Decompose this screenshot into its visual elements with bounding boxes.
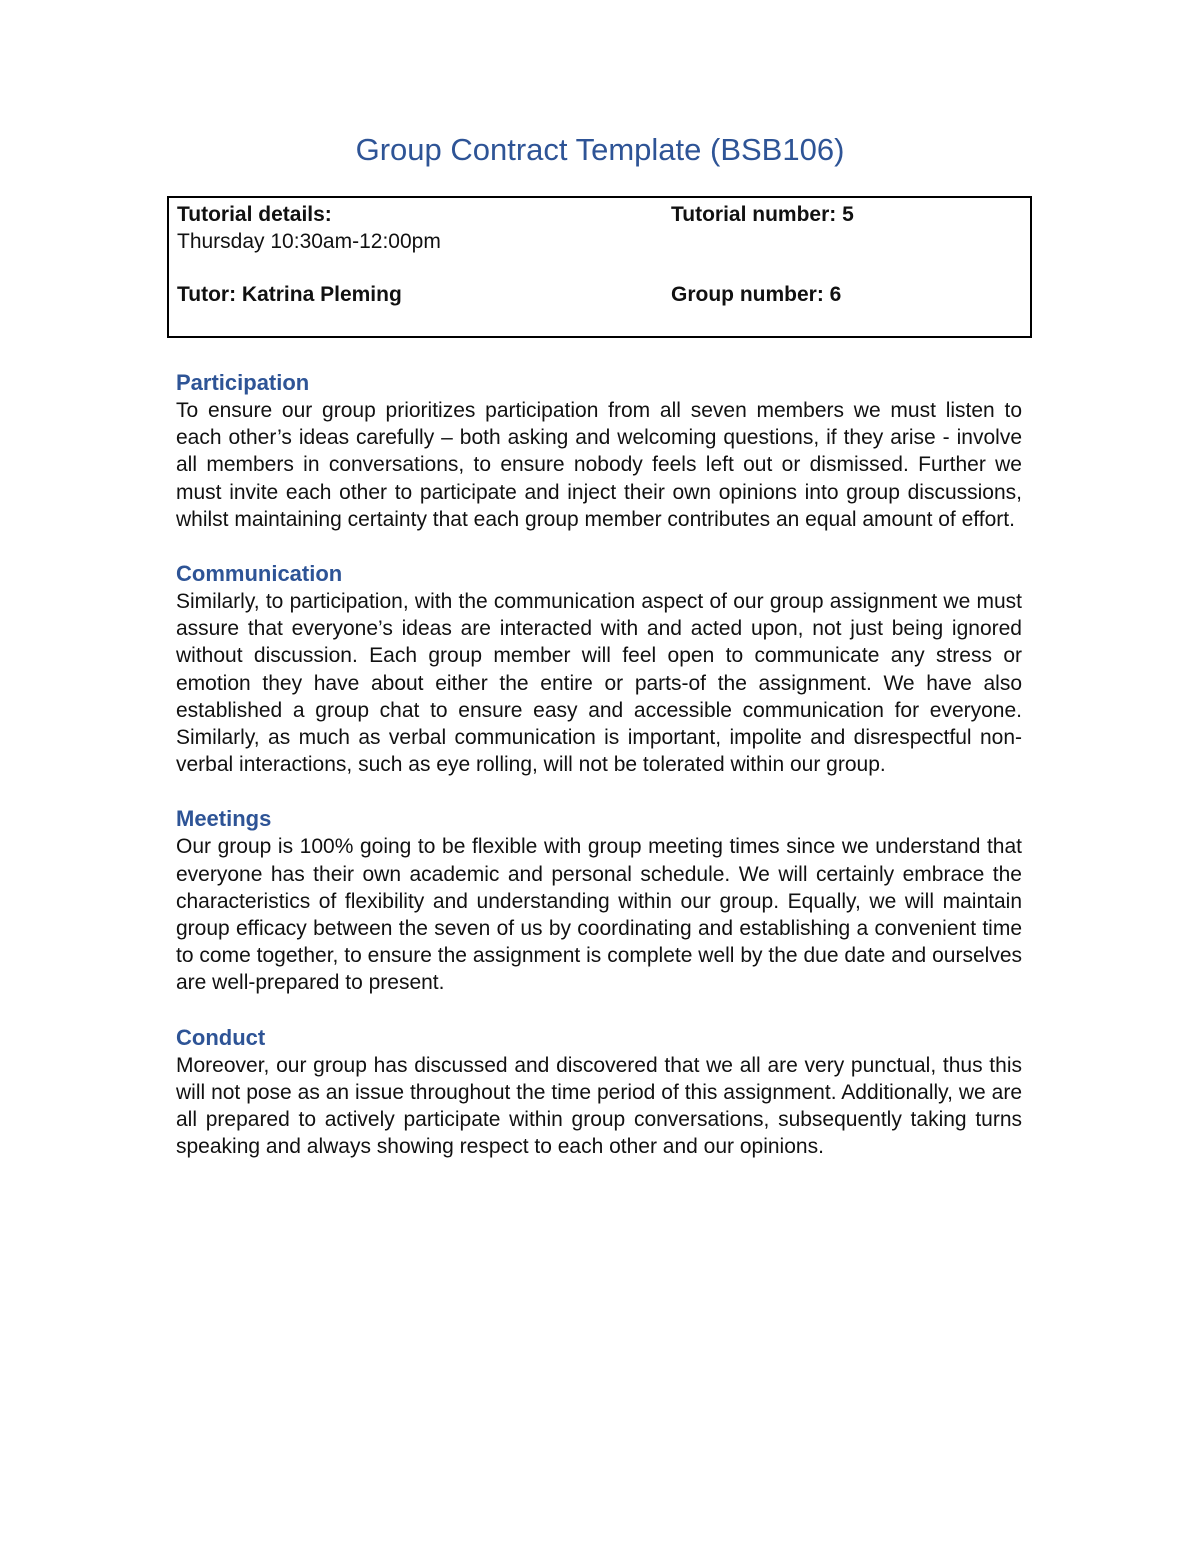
section-heading: Communication	[176, 561, 343, 587]
section-meetings	[176, 805, 1022, 996]
tutorial-details-box	[167, 196, 1032, 338]
section-body: Our group is 100% going to be flexible with group meeting times since we understand that everyone has their own academic and personal schedule. We will certainly embrace the characteristics of flexibility and understanding within our group. Equally, we will maintain group efficacy between the seven of us by coordinating and establishing a convenient time to come together, to ensure the assignment is complete well by the due date and ourselves are well-prepared to present.	[176, 835, 1022, 995]
section-conduct	[176, 1024, 1022, 1161]
section-body: Moreover, our group has discussed and discovered that we all are very punctual, thus this will not pose as an issue throughout the time period of this assignment. Additionally, we are all prepared to actively participate within group conversations, subsequently taking turns speaking and always showing respect to each other and our opinions.	[176, 1053, 1022, 1159]
group-number-cell	[671, 281, 841, 308]
section-body: Similarly, to participation, with the communication aspect of our group assignment we must assure that everyone’s ideas are interacted with and acted upon, not just being ignored without discussion. Each group member will feel open to communicate any stress or emotion they have about either the entire or parts-of the assignment. We have also established a group chat to ensure easy and accessible communication for everyone. Similarly, as much as verbal communication is important, impolite and disrespectful non-verbal interactions, such as eye rolling, will not be tolerated within our group.	[176, 590, 1022, 777]
document-title: Group Contract Template (BSB106)	[355, 132, 845, 167]
tutor-name: Tutor: Katrina Pleming	[177, 283, 402, 306]
group-number: Group number: 6	[671, 283, 842, 306]
section-heading: Participation	[176, 370, 310, 395]
tutorial-number-cell	[671, 201, 854, 228]
section-heading: Conduct	[176, 1024, 266, 1050]
tutorial-details-label: Tutorial details:	[177, 203, 332, 226]
section-participation	[176, 369, 1022, 533]
section-body: To ensure our group prioritizes participation from all seven members we must listen to each other’s ideas carefully – both asking and welcoming questions, if they arise - involve all members in conversations, to ensure nobody feels left out or dismissed. Further we must invite each other to participate and inject their own opinions into group discussions, whilst maintaining certainty that each group member contributes an equal amount of effort.	[176, 399, 1022, 531]
section-communication	[176, 560, 1022, 778]
tutorial-number: Tutorial number: 5	[671, 203, 854, 226]
tutor-cell	[177, 281, 402, 308]
section-heading: Meetings	[176, 806, 272, 832]
contract-content	[176, 369, 1022, 1187]
tutorial-details-cell	[177, 201, 441, 255]
tutorial-time: Thursday 10:30am-12:00pm	[177, 230, 441, 253]
